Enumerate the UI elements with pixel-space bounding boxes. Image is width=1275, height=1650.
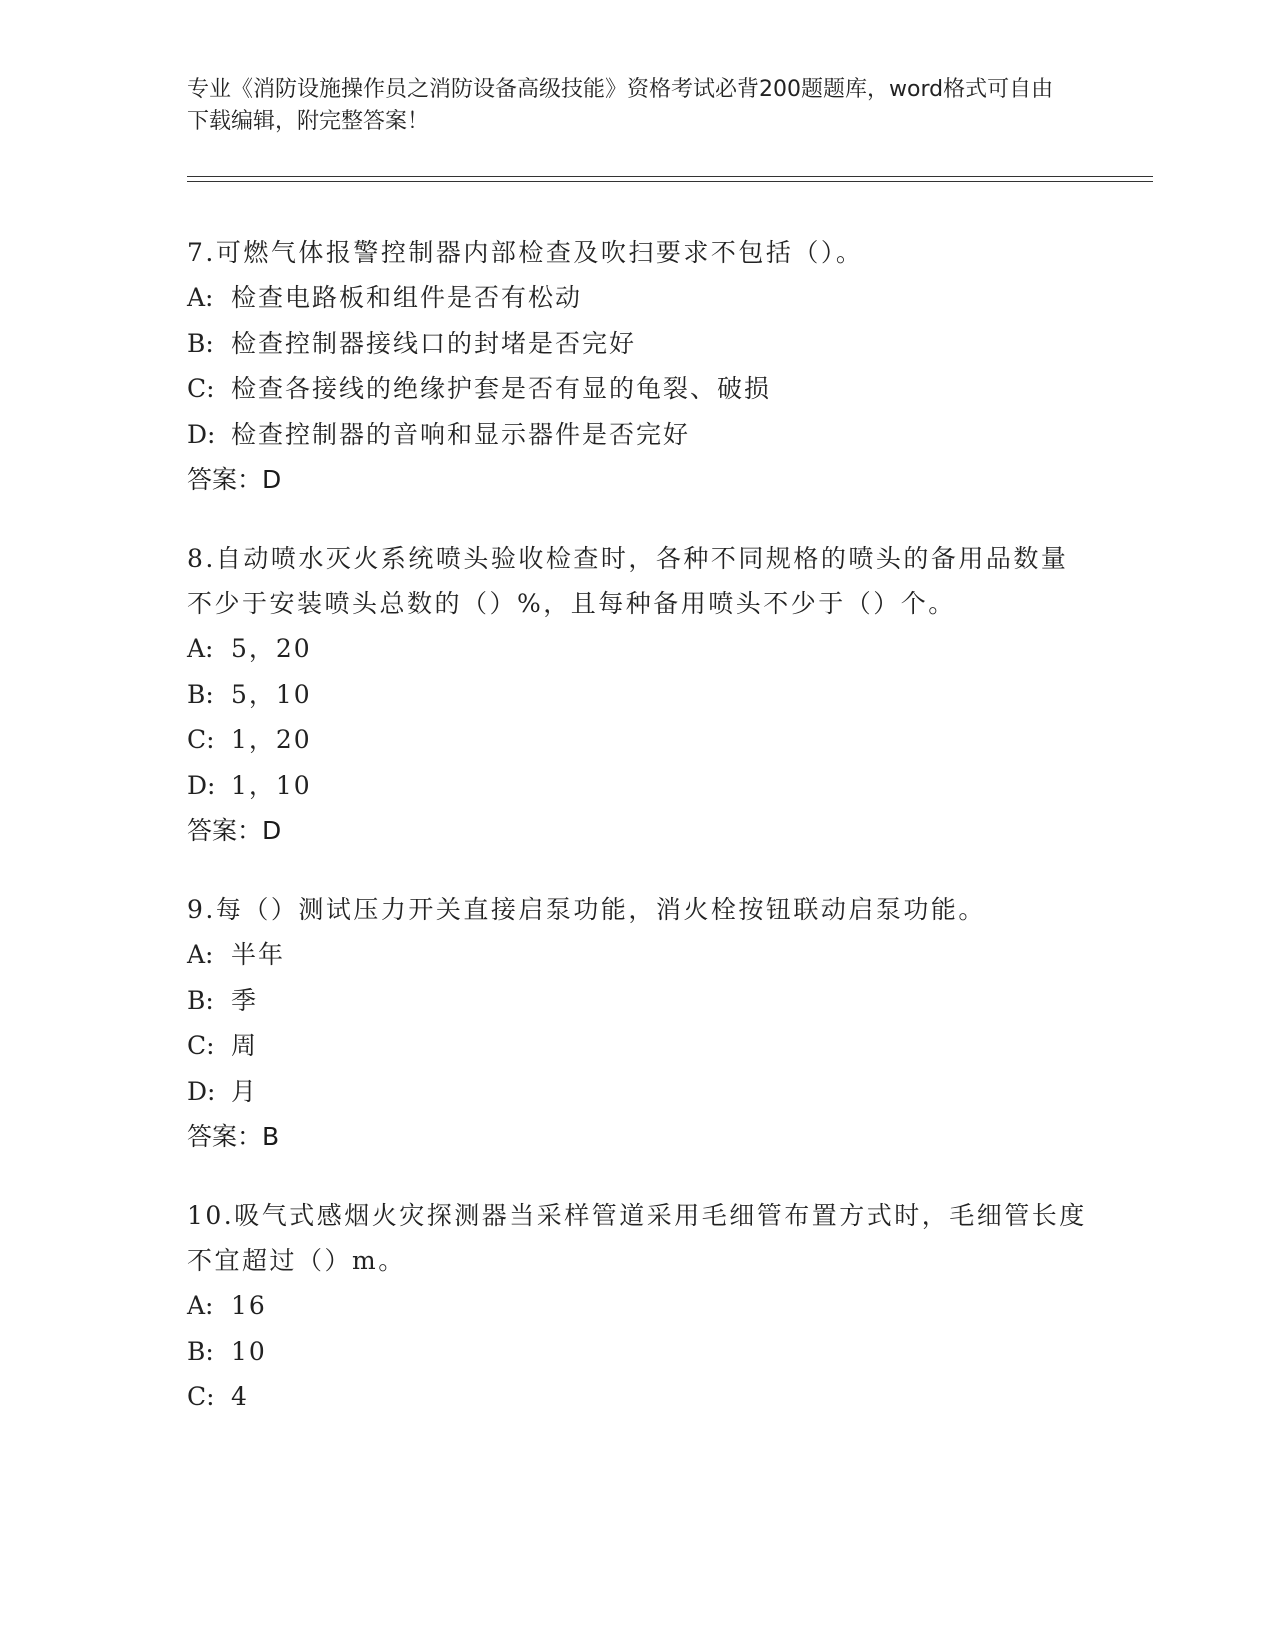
option-a — [187, 626, 1087, 672]
question-list — [187, 230, 1087, 1454]
option-c — [187, 717, 1087, 763]
option-text: 10 — [231, 1336, 267, 1366]
question-text: 7.可燃气体报警控制器内部检查及吹扫要求不包括（）。 — [187, 238, 864, 267]
option-key: B: — [187, 679, 214, 709]
option-key: D: — [187, 1076, 216, 1106]
option-c — [187, 1374, 1087, 1420]
option-text: 1，10 — [231, 770, 312, 800]
header-divider-bottom — [187, 181, 1153, 182]
question-10 — [187, 1193, 1087, 1420]
option-a — [187, 932, 1087, 978]
option-text: 月 — [231, 1076, 259, 1106]
option-key: A: — [187, 634, 214, 663]
option-text: 检查各接线的绝缘护套是否有显的龟裂、破损 — [231, 374, 772, 403]
option-text: 4 — [231, 1382, 249, 1411]
option-text: 5，20 — [231, 634, 312, 663]
option-key: A: — [187, 940, 214, 969]
answer-line: 答案：D — [187, 816, 282, 845]
option-a — [187, 275, 1087, 321]
question-text: 8.自动喷水灭火系统喷头验收检查时，各种不同规格的喷头的备用品数量不少于安装喷头总数的（）%，且每种备用喷头不少于（）个。 — [187, 544, 1069, 618]
question-8 — [187, 536, 1087, 853]
option-text: 季 — [231, 985, 259, 1015]
option-key: A: — [187, 283, 214, 312]
option-text: 检查控制器的音响和显示器件是否完好 — [231, 419, 691, 449]
option-b — [187, 321, 1087, 367]
option-b — [187, 1329, 1087, 1375]
option-d — [187, 763, 1087, 809]
question-text: 9.每（）测试压力开关直接启泵功能，消火栓按钮联动启泵功能。 — [187, 895, 986, 924]
option-key: C: — [187, 725, 215, 754]
option-key: C: — [187, 1382, 215, 1411]
option-a — [187, 1283, 1087, 1329]
question-9 — [187, 887, 1087, 1159]
document-header — [187, 74, 1067, 138]
option-key: C: — [187, 374, 215, 403]
option-d — [187, 412, 1087, 458]
option-text: 半年 — [231, 940, 286, 969]
question-text: 10.吸气式感烟火灾探测器当采样管道采用毛细管布置方式时，毛细管长度不宜超过（）m。 — [187, 1201, 1087, 1275]
option-key: A: — [187, 1291, 214, 1320]
answer-line: 答案：D — [187, 465, 282, 494]
option-text: 16 — [231, 1291, 267, 1320]
question-7 — [187, 230, 1087, 502]
option-key: B: — [187, 985, 214, 1015]
option-key: D: — [187, 770, 216, 800]
option-text: 周 — [231, 1031, 259, 1060]
header-divider-top — [187, 176, 1153, 177]
option-text: 5，10 — [231, 679, 312, 709]
option-key: D: — [187, 419, 216, 449]
option-d — [187, 1069, 1087, 1115]
option-text: 检查电路板和组件是否有松动 — [231, 283, 583, 312]
option-text: 检查控制器接线口的封堵是否完好 — [231, 328, 637, 358]
option-b — [187, 978, 1087, 1024]
option-key: B: — [187, 328, 214, 358]
header-title: 专业《消防设施操作员之消防设备高级技能》资格考试必背200题题库，word格式可自由下载编辑，附完整答案！ — [187, 77, 1054, 134]
option-b — [187, 672, 1087, 718]
option-key: C: — [187, 1031, 215, 1060]
option-text: 1，20 — [231, 725, 312, 754]
answer-line: 答案：B — [187, 1122, 280, 1151]
option-key: B: — [187, 1336, 214, 1366]
option-c — [187, 1023, 1087, 1069]
option-c — [187, 366, 1087, 412]
